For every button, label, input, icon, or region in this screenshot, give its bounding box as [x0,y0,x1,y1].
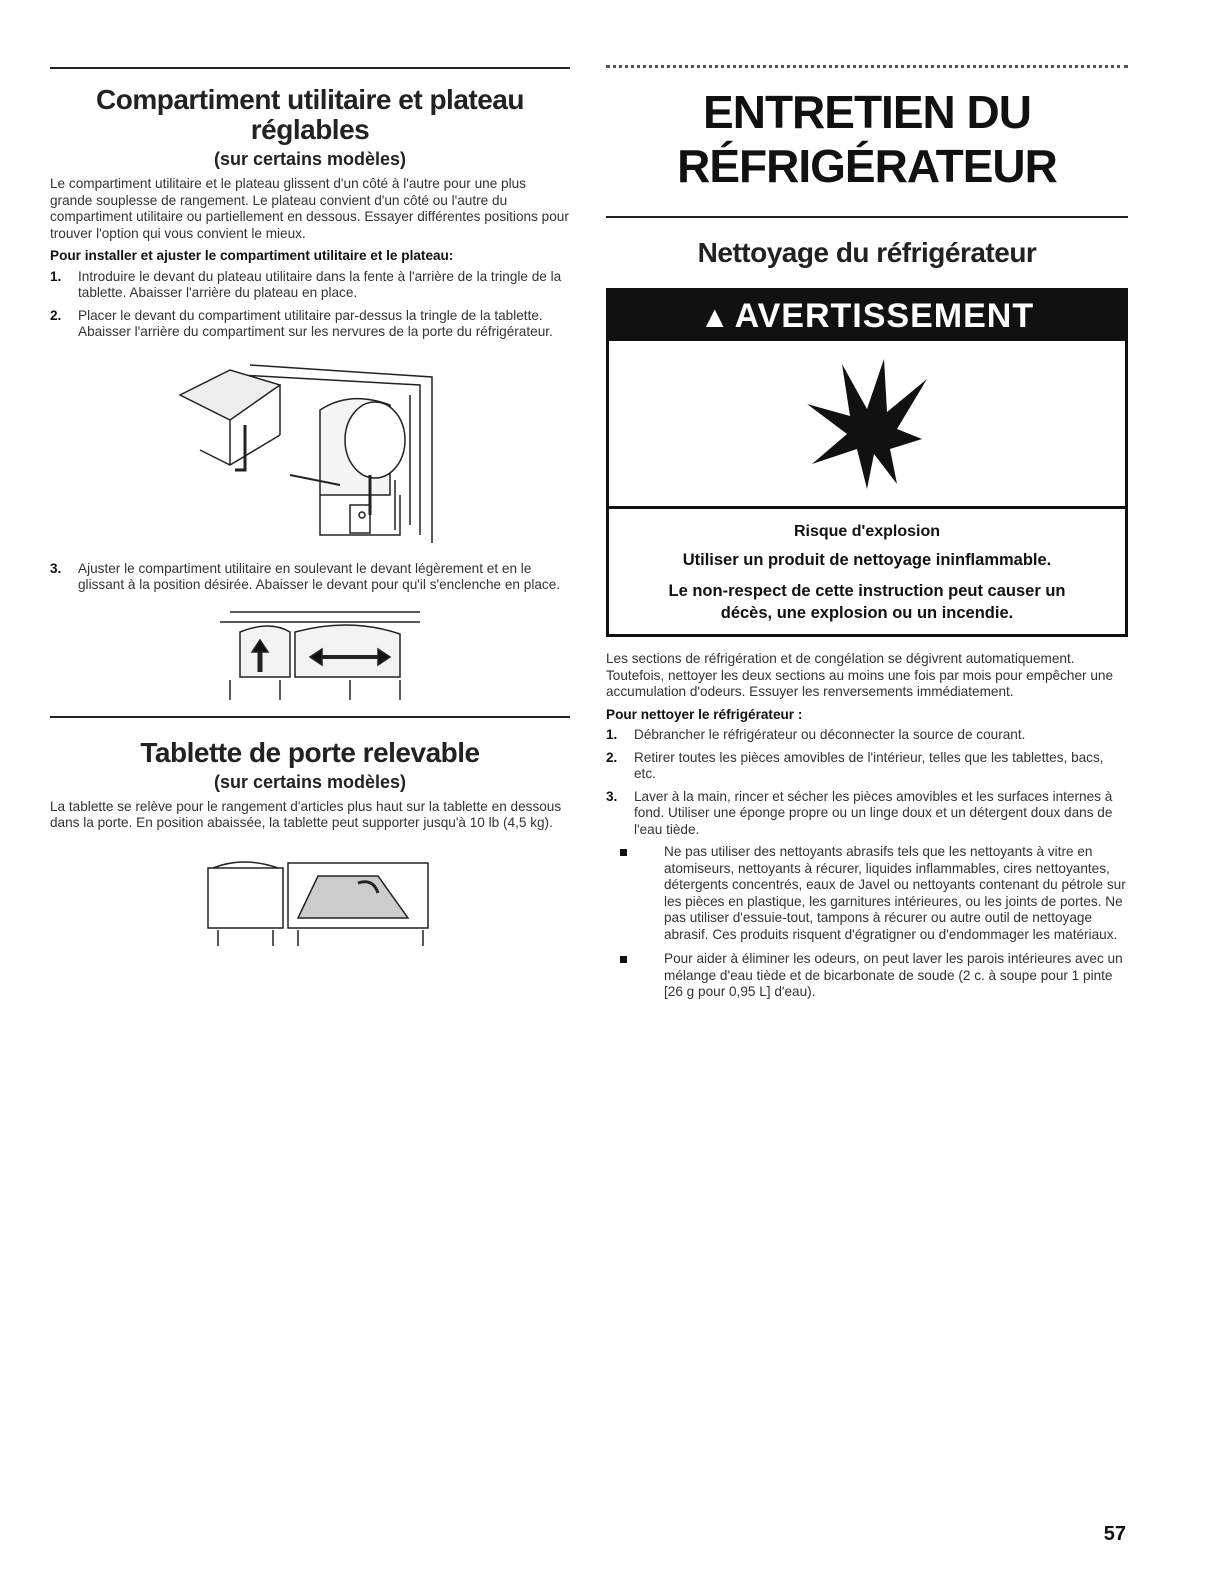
list-item: Ne pas utiliser des nettoyants abrasifs tels que les nettoyants à vitre en atomiseurs, nettoyants à récurer, liquides inflammables, cires nettoyantes, détergents concentrés, eaux de Javel ou nettoyants contenant du pétrole sur les pièces en plastique, les garnitures intérieures, ou les joints de portes. Ne pas utiliser d'essuie-tout, tampons à récurer ou autre outil de nettoyage abrasif. Ces produits risquent d'égratigner ou d'endommager les matériaux. [606,844,1128,943]
warning-line1: Utiliser un produit de nettoyage ininflammable. [682,551,1052,569]
section-divider [606,65,1128,68]
list-item: 2. Placer le devant du compartiment utilitaire par-dessus la tringle de la tablette. Abaisser l'arrière du compartiment sur les nervures de la porte du réfrigérateur. [50,307,553,339]
intro-paragraph: Le compartiment utilitaire et le plateau glissent d'un côté à l'autre pour une plus grande souplesse de rangement. Le plateau convient d'un côté ou l'autre du compartiment utilitaire ou partiellement en dessous. Essayer différentes positions pour trouver l'option qui vous convient le mieux. [50,176,569,241]
instruction-heading: Pour nettoyer le réfrigérateur : [606,706,803,722]
cleaning-intro: Les sections de réfrigération et de congélation se dégivrent automatiquement. Toutefois, nettoyer les deux sections au moins une fois par mois pour empêcher une accumulation d'odeurs. Essuyer les renversements immédiatement. [606,651,1114,699]
list-item: 1. Introduire le devant du plateau utilitaire dans la fente à l'arrière de la tringle de la tablette. Abaisser l'arrière du plateau en place. [50,268,562,300]
section-title-compartiment: Compartiment utilitaire et plateau réglables [96,84,524,145]
warning-triangle-icon: ▲ [699,301,731,334]
section-subtitle: (sur certains modèles) [213,771,407,792]
list-item: 3. Laver à la main, rincer et sécher les pièces amovibles et les surfaces internes à fond. Utiliser une éponge propre ou un linge doux et un détergent doux dans de l'eau tiède. [606,788,1113,837]
right-column [606,0,1128,1009]
steps-list [50,269,570,341]
section-divider [606,216,1128,218]
steps-list-continued [50,561,570,594]
list-item: 1. Débrancher le réfrigérateur ou déconnecter la source de courant. [606,727,1026,742]
tablette-paragraph: La tablette se relève pour le rangement d'articles plus haut sur la tablette en dessous dans la porte. En position abaissée, la tablette peut supporter jusqu'à 10 lb (4,5 kg). [50,798,562,830]
warning-line2: Le non-respect de cette instruction peut causer un décès, une explosion ou un incendie. [668,582,1066,622]
section-subtitle: (sur certains modèles) [213,149,407,169]
instruction-heading: Pour installer et ajuster le compartiment utilitaire et le plateau: [50,248,454,263]
compartment-illustration [170,355,470,555]
compartment-slide-illustration [200,602,430,702]
bullet-icon [620,849,627,856]
bullet-icon [620,956,627,963]
page-number: 57 [1103,1523,1126,1545]
cleaning-bullets [606,844,1128,1001]
warning-box [606,288,1128,637]
section-title-nettoyage: Nettoyage du réfrigérateur [697,237,1037,268]
cleaning-steps [606,727,1128,838]
section-divider [50,716,570,718]
page-title-line1: ENTRETIEN DU [703,86,1031,138]
list-item: 2. Retirer toutes les pièces amovibles de l'intérieur, telles que les tablettes, bacs, etc. [606,749,1104,781]
left-column [50,0,570,948]
section-title-tablette: Tablette de porte relevable [140,736,480,768]
explosion-icon [609,341,1125,509]
list-item: 3. Ajuster le compartiment utilitaire en soulevant le devant légèrement et en le glissant à la position désirée. Abaisser le devant pour qu'il s'enclenche en place. [50,560,561,592]
page-title-line2: RÉFRIGÉRATEUR [677,140,1057,192]
list-item: Pour aider à éliminer les odeurs, on peut laver les parois intérieures avec un mélange d'eau tiède et de bicarbonate de soude (2 c. à soupe pour 1 pinte [26 g pour 0,95 L] d'eau). [606,951,1128,1001]
section-divider [50,67,570,69]
warning-risk: Risque d'explosion [793,523,941,540]
warning-banner: ▲ AVERTISSEMENT [609,291,1125,341]
door-shelf-illustration [198,848,438,948]
